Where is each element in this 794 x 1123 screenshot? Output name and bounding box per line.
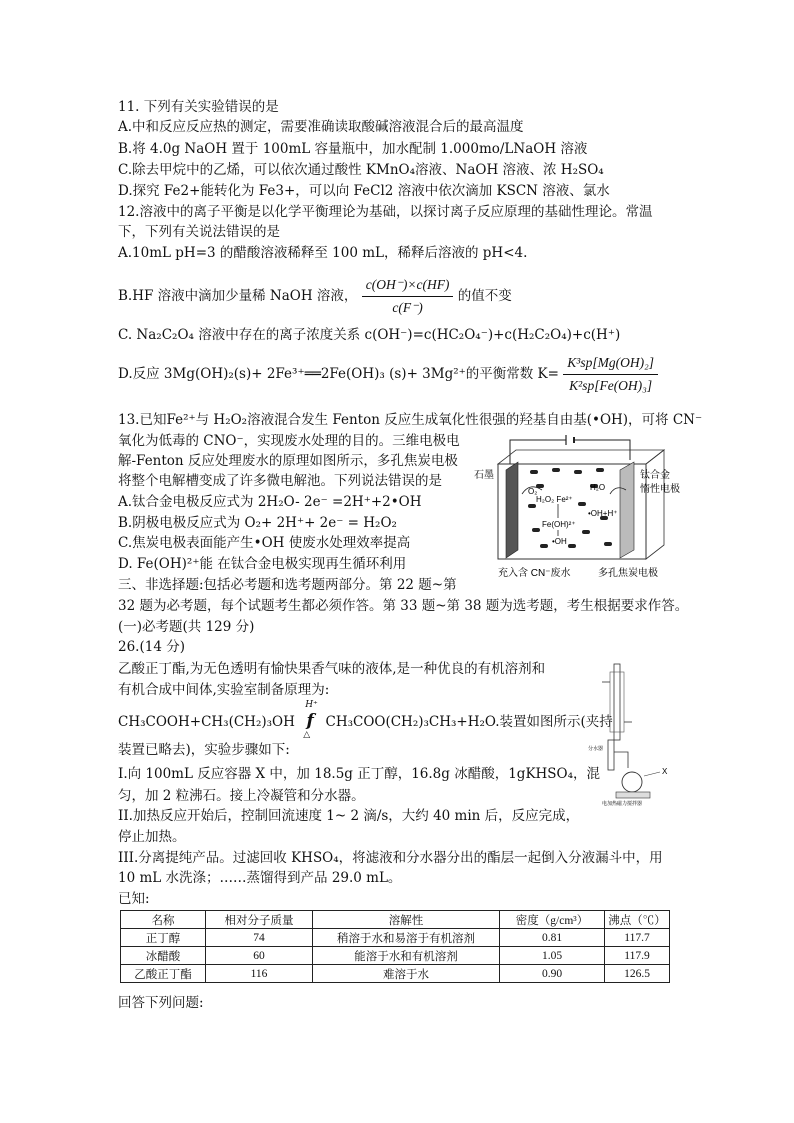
cell: 126.5: [605, 965, 670, 983]
col-name: 名称: [121, 911, 206, 929]
q12-stem-line2: 下，下列有关说法错误的是: [118, 224, 280, 240]
q12-stem-line1: 12.溶液中的离子平衡是以化学平衡理论为基础，以探讨离子反应原理的基础性理论。常温: [118, 204, 653, 220]
eq-reactants: CH₃COOH+CH₃(CH₂)₃OH: [118, 714, 295, 730]
cell: 稍溶于水和易溶于有机溶剂: [313, 929, 500, 947]
label-graphite: 石墨: [474, 470, 494, 481]
q12-b-numerator: c(OH⁻)×c(HF): [362, 274, 454, 297]
q12-b-suffix: 的值不变: [457, 288, 512, 304]
label-separator: 分水器: [588, 746, 604, 752]
q12-d-text: D.反应 3Mg(OH)₂(s)+ 2Fe³⁺══2Fe(OH)₃ (s)+ 3Mg²⁺的平衡常数 K=: [118, 366, 559, 382]
q13-option-b: B.阴极电极反应式为 O₂+ 2H⁺+ 2e⁻ = H₂O₂: [118, 515, 397, 531]
label-coke: 多孔焦炭电极: [598, 568, 658, 579]
property-table: [120, 910, 670, 983]
q12-b-fraction: [362, 274, 454, 319]
q12-option-b: [118, 274, 512, 319]
q26-equation-line2: 装置已略去)，实验步骤如下:: [118, 742, 290, 758]
cell: 能溶于水和有机溶剂: [313, 947, 500, 965]
q12-b-text: B.HF 溶液中滴加少量稀 NaOH 溶液，: [118, 288, 358, 304]
cell: 117.7: [605, 929, 670, 947]
label-feoh: Fe(OH)²⁺: [542, 520, 576, 529]
q13-stem-line1: 13.已知Fe²⁺与 H₂O₂溶液混合发生 Fenton 反应生成氧化性很强的羟基自由基(•OH)，可将 CN⁻: [118, 412, 703, 428]
label-oh-h: •OH+H⁺: [588, 509, 618, 518]
label-titanium-2: 惰性电极: [640, 484, 680, 495]
q11-option-b: B.将 4.0g NaOH 置于 100mL 容量瓶中，加水配制 1.000mo/LNaOH 溶液: [118, 141, 588, 157]
q26-step1-b: 匀，加 2 粒沸石。接上冷凝管和分水器。: [118, 788, 365, 804]
cell: 60: [206, 947, 313, 965]
electrolysis-cell-diagram: [470, 432, 680, 582]
cell: 1.05: [500, 947, 605, 965]
section3-line2: 32 题为必考题，每个试题考生都必须作答。第 33 题~第 38 题为选考题，考生根据要求作答。: [118, 598, 689, 614]
label-x: X: [662, 767, 668, 776]
answer-prompt: 回答下列问题:: [118, 995, 204, 1011]
q11-option-c: C.除去甲烷中的乙烯，可以依次通过酸性 KMnO₄溶液、NaOH 溶液、浓 H₂SO₄: [118, 162, 604, 178]
cell: 0.81: [500, 929, 605, 947]
heater: [616, 792, 650, 798]
cell: 117.9: [605, 947, 670, 965]
q13-stem-line3: 解-Fenton 反应处理废水的原理如图所示，多孔焦炭电极: [118, 453, 458, 469]
water-separator: [608, 740, 614, 770]
label-oh: •OH: [552, 537, 567, 546]
eq-products: CH₃COO(CH₂)₃CH₃+H₂O.装置如图所示(夹持: [325, 714, 613, 730]
q12-d-numerator: K³sp[Mg(OH)₂]: [563, 352, 658, 375]
section3-line3: (一)必考题(共 129 分): [118, 619, 255, 635]
titanium-electrode: [620, 462, 634, 558]
condenser: [614, 664, 620, 740]
label-heater: 电加热磁力搅拌器: [602, 801, 643, 806]
q26-known: 已知:: [118, 891, 150, 907]
cell: 难溶于水: [313, 965, 500, 983]
q26-step3-b: 10 mL 水洗涤；……蒸馏得到产品 29.0 mL。: [118, 870, 402, 886]
label-h2o: H₂O: [590, 483, 606, 492]
col-solubility: 溶解性: [313, 911, 500, 929]
q11-option-a: A.中和反应反应热的测定，需要准确读取酸碱溶液混合后的最高温度: [118, 119, 524, 135]
table-row: [121, 947, 670, 965]
q11-stem: 11. 下列有关实验错误的是: [118, 99, 279, 115]
graphite-electrode: [506, 462, 518, 558]
cell: 116: [206, 965, 313, 983]
q12-option-a: A.10mL pH=3 的醋酸溶液稀释至 100 mL，稀释后溶液的 pH<4.: [118, 245, 528, 261]
q26-intro-line1: 乙酸正丁酯,为无色透明有愉快果香气味的液体,是一种优良的有机溶剂和: [118, 661, 546, 677]
q12-option-c: C. Na₂C₂O₄ 溶液中存在的离子浓度关系 c(OH⁻)=c(HC₂O₄⁻)+c(H₂C₂O₄)+c(H⁺): [118, 327, 621, 343]
col-boiling-point: 沸点（℃）: [605, 911, 670, 929]
table-row: [121, 929, 670, 947]
col-density: 密度（g/cm³）: [500, 911, 605, 929]
table-header-row: [121, 911, 670, 929]
q13-option-d: D. Fe(OH)²⁺能 在钛合金电极实现再生循环利用: [118, 556, 407, 572]
reflux-apparatus-diagram: [588, 660, 678, 806]
q26-heading: 26.(14 分): [118, 639, 185, 655]
cell: 74: [206, 929, 313, 947]
q13-option-a: A.钛合金电极反应式为 2H₂O- 2e⁻ =2H⁺+2•OH: [118, 494, 422, 510]
q26-intro-line2: 有机合成中间体,实验室制备原理为:: [118, 682, 330, 698]
section3-line1: 三、非选择题:包括必考题和选考题两部分。第 22 题~第: [118, 577, 457, 593]
eq-delta: △: [303, 730, 311, 740]
q26-step2-a: II.加热反应开始后，控制回流速度 1~ 2 滴/s，大约 40 min 后，反应完成，: [118, 808, 580, 824]
label-o2: O₂: [528, 487, 538, 496]
cell: 0.90: [500, 965, 605, 983]
q13-stem-line2: 氧化为低毒的 CNO⁻，实现废水处理的目的。三维电极电: [118, 433, 460, 449]
flask-x: [622, 772, 642, 792]
q12-b-denominator: c(F⁻): [392, 300, 423, 315]
eq-catalyst: H⁺: [305, 700, 318, 710]
label-titanium-1: 钛合金: [640, 470, 670, 481]
q11-option-d: D.探究 Fe2+能转化为 Fe3+，可以向 FeCl2 溶液中依次滴加 KSCN 溶液、氯水: [118, 183, 610, 199]
label-inlet: 充入含 CN⁻废水: [498, 568, 571, 579]
eq-arrow: H⁺ f △: [299, 710, 321, 733]
q13-stem-line4: 将整个电解槽变成了许多微电解池。下列说法错误的是: [118, 473, 442, 489]
cell: 冰醋酸: [121, 947, 206, 965]
q12-d-fraction: [563, 352, 658, 397]
q13-option-c: C.焦炭电极表面能产生•OH 使废水处理效率提高: [118, 535, 411, 551]
table-row: [121, 965, 670, 983]
col-molar-mass: 相对分子质量: [206, 911, 313, 929]
q12-d-denominator: K²sp[Fe(OH)₃]: [569, 378, 653, 393]
label-h2o2-fe: H₂O₂ Fe²⁺: [536, 495, 573, 504]
q26-step2-b: 停止加热。: [118, 829, 186, 845]
q26-step3-a: III.分离提纯产品。过滤回收 KHSO₄，将滤液和分水器分出的酯层一起倒入分液漏斗中，用: [118, 850, 663, 866]
cell: 正丁醇: [121, 929, 206, 947]
q12-option-d: [118, 352, 658, 397]
q26-equation: [118, 700, 613, 740]
q26-step1-a: I.向 100mL 反应容器 X 中，加 18.5g 正丁醇，16.8g 冰醋酸，1gKHSO₄，混: [118, 766, 601, 782]
cell: 乙酸正丁酯: [121, 965, 206, 983]
